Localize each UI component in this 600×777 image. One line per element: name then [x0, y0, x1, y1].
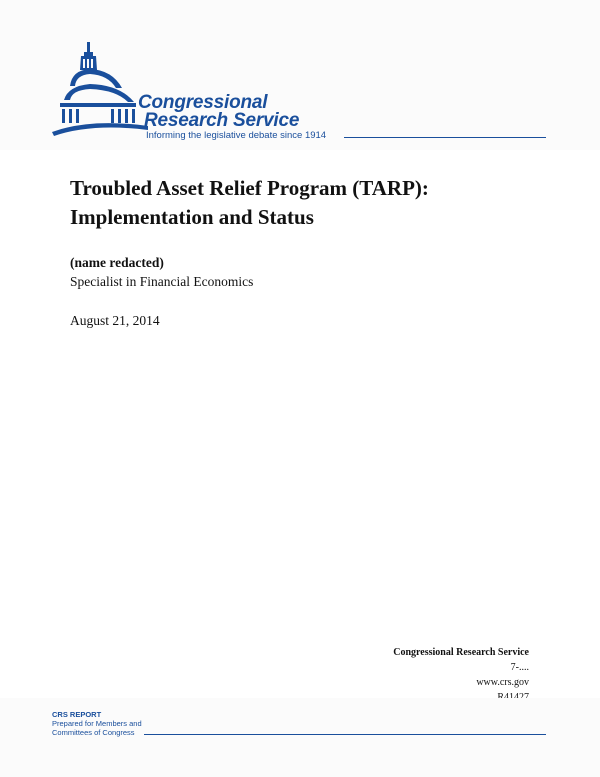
report-date: August 21, 2014 [70, 313, 160, 328]
brand-name-line1: Congressional [138, 92, 268, 113]
author-name: (name redacted) [70, 255, 164, 270]
brand-tagline: Informing the legislative debate since 1914 [146, 130, 327, 141]
info-phone: 7-.... [510, 662, 529, 673]
brand-name-line2: Research Service [144, 110, 300, 131]
info-website[interactable]: www.crs.gov [476, 677, 529, 688]
footer-divider [144, 734, 546, 735]
report-info-block [393, 645, 529, 705]
info-org: Congressional Research Service [393, 647, 529, 658]
capitol-dome-icon [50, 40, 150, 140]
footer-title: CRS REPORT [52, 710, 102, 719]
footer-line1: Prepared for Members and [52, 719, 142, 728]
report-title: Troubled Asset Relief Program (TARP): Implementation and Status [70, 176, 429, 229]
author-role: Specialist in Financial Economics [70, 274, 254, 289]
footer-line2: Committees of Congress [52, 728, 135, 737]
tagline-divider [344, 137, 546, 138]
